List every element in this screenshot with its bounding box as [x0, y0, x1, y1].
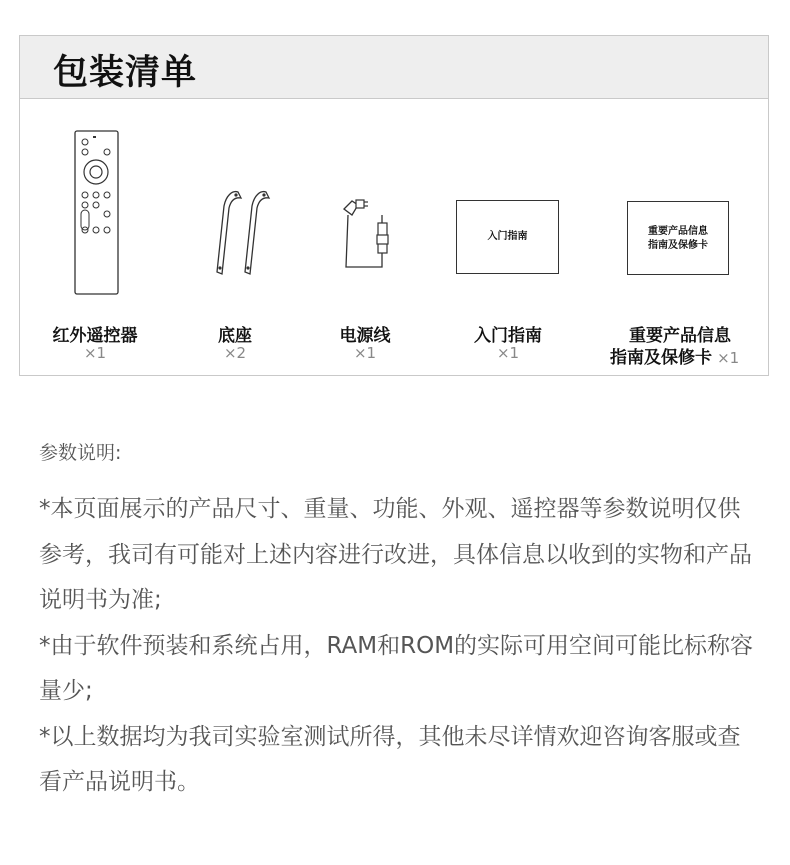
- item-name-warranty-line2: 指南及保修卡: [610, 348, 712, 368]
- note-line: *本页面展示的产品尺寸、重量、功能、外观、遥控器等参数说明仅供参考，我司有可能对上述内容进行改进，具体信息以收到的实物和产品说明书为准;: [39, 496, 752, 613]
- quick-start-guide-icon: [456, 200, 559, 274]
- item-qty-quick-start-guide: ×1: [496, 344, 520, 362]
- item-name-warranty-line2-row: [610, 343, 760, 368]
- warranty-card-cover-line2: 指南及保修卡: [648, 240, 708, 251]
- warranty-card-icon: [627, 201, 729, 275]
- item-name-stand: 底座: [218, 326, 252, 346]
- power-cord-icon: [338, 191, 394, 273]
- warranty-card-cover-line1: 重要产品信息: [648, 226, 708, 237]
- packing-list-title: 包装清单: [53, 53, 198, 93]
- item-qty-power-cord: ×1: [353, 344, 377, 362]
- note-line: *以上数据均为我司实验室测试所得，其他未尽详情欢迎咨询客服或查看产品说明书。: [39, 723, 741, 795]
- item-name-quick-start-guide: 入门指南: [474, 326, 542, 346]
- remote-control-icon: [74, 130, 120, 296]
- quick-start-guide-cover-text: 入门指南: [487, 231, 528, 242]
- packing-list-panel: [19, 35, 769, 376]
- note-line: *由于软件预装和系统占用，RAM和ROM的实际可用空间可能比标称容量少;: [39, 632, 754, 704]
- item-name-remote: 红外遥控器: [52, 326, 138, 346]
- notes-section: [39, 438, 759, 806]
- item-qty-remote: ×1: [83, 344, 107, 362]
- item-name-warranty-line1: 重要产品信息: [629, 326, 731, 346]
- item-qty-stand: ×2: [223, 344, 247, 362]
- stand-legs-icon: [208, 186, 272, 278]
- item-qty-warranty: ×1: [717, 349, 740, 367]
- item-name-power-cord: 电源线: [339, 326, 391, 346]
- packing-list-header: [20, 36, 768, 99]
- notes-title: 参数说明:: [39, 442, 122, 464]
